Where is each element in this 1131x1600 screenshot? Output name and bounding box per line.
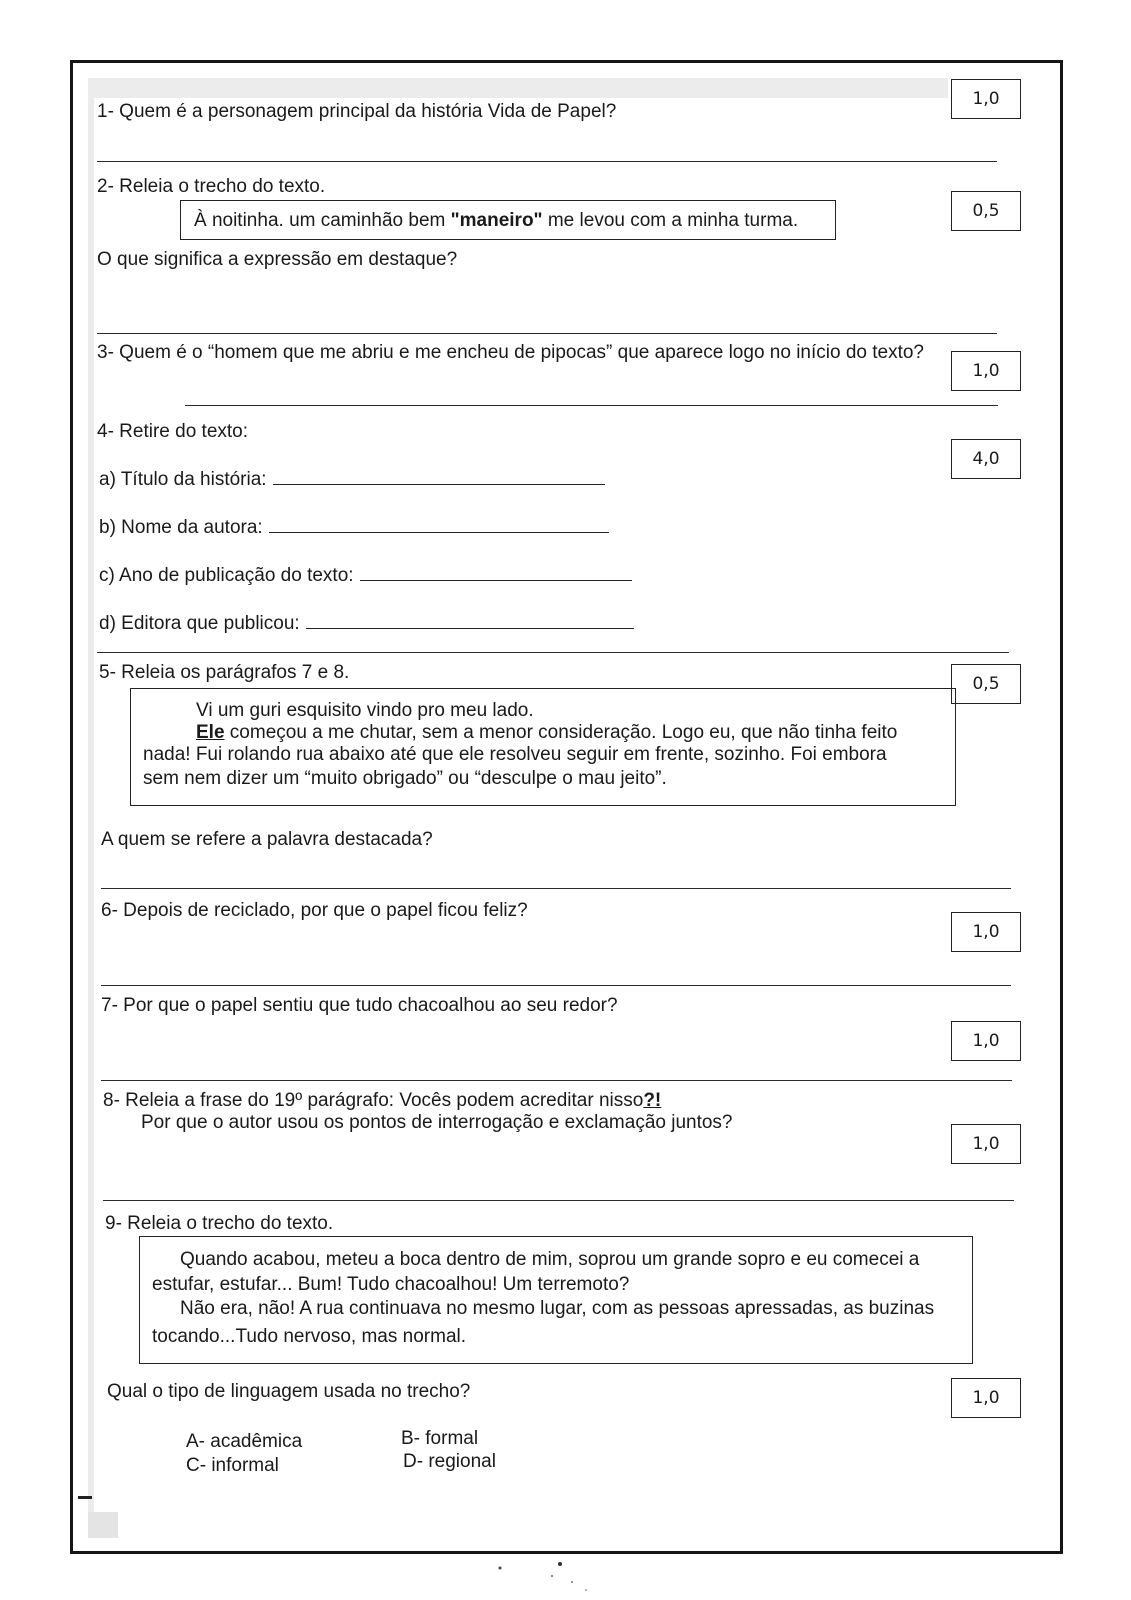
answer-field-title[interactable] [273, 470, 605, 485]
q4-item-c: c) Ano de publicação do texto: [99, 565, 632, 587]
question-2-text: 2- Releia o trecho do texto. [97, 176, 326, 197]
quote-9-line-3: Não era, não! A rua continuava no mesmo lugar, com as pessoas apressadas, as buzinas [180, 1298, 935, 1319]
question-4-score: 4,0 [951, 439, 1021, 479]
answer-line-8[interactable] [103, 1200, 1014, 1201]
section-divider [97, 652, 1009, 653]
answer-line-7[interactable] [101, 1080, 1012, 1081]
quote-9-line-2: estufar, estufar... Bum! Tudo chacoalhou! Um terremoto? [152, 1274, 630, 1295]
answer-field-year[interactable] [360, 566, 632, 581]
quote-2: À noitinha. um caminhão bem "maneiro" me levou com a minha turma. [194, 210, 799, 231]
highlighted-word: Ele [196, 722, 225, 743]
answer-line-1[interactable] [97, 161, 997, 162]
option-a[interactable]: A- acadêmica [186, 1431, 303, 1452]
option-c[interactable]: C- informal [186, 1455, 279, 1476]
question-5-text: 5- Releia os parágrafos 7 e 8. [99, 662, 350, 683]
question-1-score: 1,0 [951, 79, 1021, 119]
quote-5-line-4: sem nem dizer um “muito obrigado” ou “desculpe o mau jeito”. [143, 768, 667, 789]
question-4-text: 4- Retire do texto: [97, 421, 249, 442]
scan-noise [490, 1560, 620, 1595]
quote-9-line-1: Quando acabou, meteu a boca dentro de mim, soprou um grande sopro e eu comecei a [180, 1249, 920, 1270]
highlighted-expression: "maneiro" [450, 210, 543, 231]
question-2-prompt: O que significa a expressão em destaque? [97, 249, 458, 270]
question-9-text: 9- Releia o trecho do texto. [105, 1213, 334, 1234]
question-5-prompt: A quem se refere a palavra destacada? [101, 829, 433, 850]
question-9-score: 1,0 [951, 1378, 1021, 1418]
question-8-prompt: Por que o autor usou os pontos de interrogação e exclamação juntos? [141, 1112, 733, 1133]
question-6-score: 1,0 [951, 912, 1021, 952]
question-7-score: 1,0 [951, 1021, 1021, 1061]
question-6-text: 6- Depois de reciclado, por que o papel ficou feliz? [101, 900, 528, 921]
question-8-score: 1,0 [951, 1124, 1021, 1164]
question-7-text: 7- Por que o papel sentiu que tudo chacoalhou ao seu redor? [101, 995, 618, 1016]
option-b[interactable]: B- formal [401, 1428, 479, 1449]
answer-line-3[interactable] [185, 405, 998, 406]
quote-5-line-1: Vi um guri esquisito vindo pro meu lado. [196, 700, 534, 721]
question-3-score: 1,0 [951, 351, 1021, 391]
q4-item-b: b) Nome da autora: [99, 517, 609, 539]
question-2-score: 0,5 [951, 191, 1021, 231]
q4-item-d: d) Editora que publicou: [99, 613, 634, 635]
answer-line-6[interactable] [101, 985, 1011, 986]
answer-field-author[interactable] [269, 518, 609, 533]
question-3-text: 3- Quem é o “homem que me abriu e me encheu de pipocas” que aparece logo no início do texto? [97, 342, 925, 363]
q4-item-a: a) Título da história: [99, 469, 605, 491]
answer-line-5[interactable] [101, 888, 1011, 889]
answer-line-2[interactable] [97, 333, 997, 334]
option-d[interactable]: D- regional [403, 1451, 496, 1472]
question-9-prompt: Qual o tipo de linguagem usada no trecho? [107, 1381, 471, 1402]
question-1-text: 1- Quem é a personagem principal da história Vida de Papel? [97, 101, 617, 122]
quote-5-line-3: nada! Fui rolando rua abaixo até que ele resolveu seguir em frente, sozinho. Foi embora [143, 744, 887, 765]
highlighted-punctuation: ?! [643, 1090, 662, 1111]
quote-5-line-2: Ele começou a me chutar, sem a menor consideração. Logo eu, que não tinha feito [196, 722, 898, 743]
answer-field-publisher[interactable] [306, 614, 634, 629]
margin-dash [78, 1496, 92, 1499]
question-8-text: 8- Releia a frase do 19º parágrafo: Vocês podem acreditar nisso?! [103, 1090, 662, 1111]
quote-9-line-4: tocando...Tudo nervoso, mas normal. [152, 1326, 467, 1347]
question-5-score: 0,5 [951, 664, 1021, 704]
